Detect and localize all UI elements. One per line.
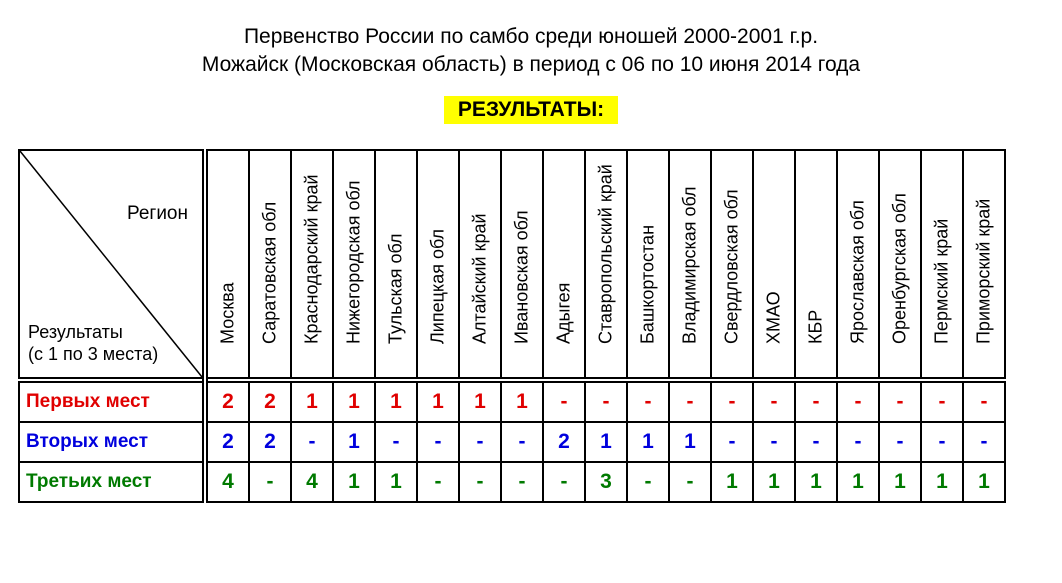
result-cell: 3 [585, 462, 627, 502]
results-heading: РЕЗУЛЬТАТЫ: [444, 96, 618, 124]
result-cell: - [837, 380, 879, 422]
result-cell: - [711, 422, 753, 462]
result-cell: 1 [627, 422, 669, 462]
region-header [795, 150, 837, 380]
row-label: Первых мест [19, 380, 205, 422]
region-name: Алтайский край [469, 213, 490, 344]
result-cell: 2 [205, 380, 249, 422]
result-cell: 1 [585, 422, 627, 462]
region-header [459, 150, 501, 380]
result-cell: - [753, 380, 795, 422]
region-header [501, 150, 543, 380]
page-title-line-1: Первенство России по самбо среди юношей 2000-2001 г.р. [243, 25, 819, 48]
region-header [543, 150, 585, 380]
result-cell: - [459, 422, 501, 462]
result-cell: 1 [501, 380, 543, 422]
region-name: Тульская обл [385, 233, 406, 344]
result-cell: 2 [543, 422, 585, 462]
result-cell: 1 [711, 462, 753, 502]
result-cell: 1 [375, 380, 417, 422]
region-name: Нижегородская обл [343, 180, 364, 344]
region-name: Приморский край [973, 198, 994, 344]
result-cell: - [375, 422, 417, 462]
region-name: Ставропольский край [595, 164, 616, 344]
region-name: Свердловская обл [721, 189, 742, 344]
region-header [669, 150, 711, 380]
result-cell: - [249, 462, 291, 502]
region-name: Оренбургская обл [889, 193, 910, 344]
page-title-line-2: Можайск (Московская область) в период с 06 по 10 июня 2014 года [201, 53, 861, 76]
region-name: Ивановская обл [511, 210, 532, 344]
result-cell: - [669, 380, 711, 422]
result-cell: - [795, 380, 837, 422]
region-name: ХМАО [763, 291, 784, 344]
result-cell: - [963, 380, 1005, 422]
region-header [205, 150, 249, 380]
result-row [19, 462, 1005, 502]
result-cell: - [711, 380, 753, 422]
corner-cell [19, 150, 205, 380]
result-cell: - [963, 422, 1005, 462]
result-cell: 1 [753, 462, 795, 502]
region-header [333, 150, 375, 380]
region-name: Пермский край [931, 218, 952, 344]
region-name: КБР [805, 309, 826, 344]
result-cell: 2 [249, 422, 291, 462]
result-cell: - [921, 380, 963, 422]
region-name: Липецкая обл [427, 229, 448, 344]
header-row [19, 150, 1005, 380]
region-header [921, 150, 963, 380]
result-cell: 1 [459, 380, 501, 422]
result-cell: 4 [205, 462, 249, 502]
result-cell: - [543, 462, 585, 502]
region-header [417, 150, 459, 380]
result-cell: 1 [333, 422, 375, 462]
result-cell: - [669, 462, 711, 502]
result-cell: - [501, 422, 543, 462]
result-cell: 1 [333, 380, 375, 422]
result-cell: 2 [249, 380, 291, 422]
region-name: Ярославская обл [847, 200, 868, 344]
region-header [711, 150, 753, 380]
result-cell: - [753, 422, 795, 462]
result-cell: 4 [291, 462, 333, 502]
result-cell: 1 [963, 462, 1005, 502]
region-header [375, 150, 417, 380]
result-cell: - [417, 462, 459, 502]
region-header [879, 150, 921, 380]
result-cell: - [627, 462, 669, 502]
result-cell: - [837, 422, 879, 462]
result-cell: - [921, 422, 963, 462]
result-cell: - [585, 380, 627, 422]
row-label: Третьих мест [19, 462, 205, 502]
result-row [19, 380, 1005, 422]
region-name: Москва [217, 282, 238, 344]
result-cell: 1 [669, 422, 711, 462]
region-header [963, 150, 1005, 380]
region-axis-label: Регион [126, 203, 188, 224]
result-cell: 1 [291, 380, 333, 422]
results-axis-label: Результаты (с 1 по 3 места) [28, 322, 159, 364]
result-cell: - [291, 422, 333, 462]
result-cell: 1 [837, 462, 879, 502]
result-cell: 1 [375, 462, 417, 502]
result-cell: 1 [417, 380, 459, 422]
region-header [837, 150, 879, 380]
region-header [291, 150, 333, 380]
result-cell: 1 [921, 462, 963, 502]
result-cell: 2 [205, 422, 249, 462]
result-row [19, 422, 1005, 462]
results-table [18, 149, 1006, 503]
result-cell: - [795, 422, 837, 462]
result-cell: - [879, 380, 921, 422]
region-name: Адыгея [553, 282, 574, 344]
result-cell: - [501, 462, 543, 502]
region-header [627, 150, 669, 380]
region-name: Саратовская обл [259, 201, 280, 344]
result-cell: 1 [333, 462, 375, 502]
result-cell: - [879, 422, 921, 462]
result-cell: 1 [879, 462, 921, 502]
region-name: Краснодарский край [301, 174, 322, 344]
region-name: Башкортостан [637, 224, 658, 344]
region-header [585, 150, 627, 380]
region-name: Владимирская обл [679, 186, 700, 344]
region-header [753, 150, 795, 380]
result-cell: - [459, 462, 501, 502]
result-cell: - [627, 380, 669, 422]
result-cell: - [417, 422, 459, 462]
result-cell: 1 [795, 462, 837, 502]
result-cell: - [543, 380, 585, 422]
row-label: Вторых мест [19, 422, 205, 462]
region-header [249, 150, 291, 380]
